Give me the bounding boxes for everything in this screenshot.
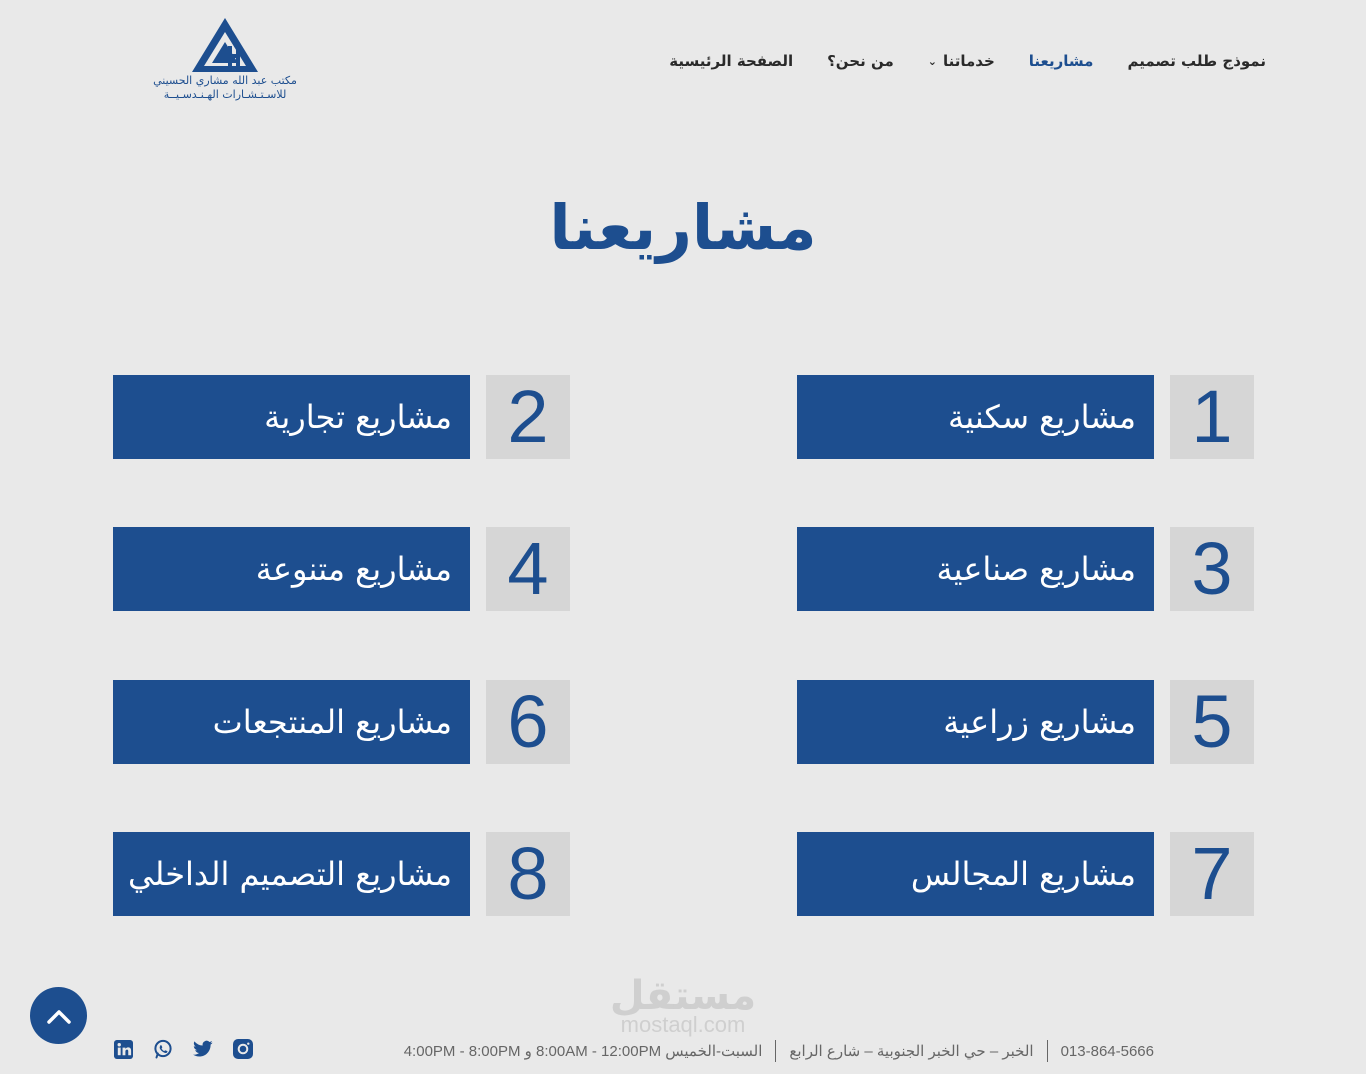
- card-label: مشاريع التصميم الداخلي: [113, 832, 470, 916]
- main-nav: [669, 52, 1266, 70]
- watermark: [598, 972, 768, 1036]
- instagram-icon[interactable]: [233, 1039, 253, 1059]
- footer-divider: [775, 1040, 776, 1062]
- card-label: مشاريع المجالس: [797, 832, 1154, 916]
- chevron-up-icon: [46, 1007, 72, 1025]
- footer-phone: 013-864-5666: [1060, 1042, 1154, 1060]
- nav-home-label: الصفحة الرئيسية: [669, 52, 794, 70]
- project-card-resorts[interactable]: [113, 680, 570, 764]
- project-card-commercial[interactable]: [113, 375, 570, 459]
- whatsapp-icon[interactable]: [153, 1039, 173, 1059]
- watermark-text: مستقل: [609, 973, 757, 1019]
- project-card-miscellaneous[interactable]: [113, 527, 570, 611]
- card-number: 3: [1170, 527, 1254, 611]
- project-card-majlis[interactable]: [797, 832, 1254, 916]
- nav-design-request[interactable]: [1127, 52, 1266, 70]
- logo[interactable]: [140, 16, 310, 112]
- logo-mark-icon: [190, 16, 260, 74]
- card-label: مشاريع صناعية: [797, 527, 1154, 611]
- card-number: 5: [1170, 680, 1254, 764]
- watermark-url: mostaql.com: [620, 1012, 746, 1037]
- card-label: مشاريع متنوعة: [113, 527, 470, 611]
- social-links: [113, 1039, 253, 1059]
- footer-address: الخبر – حي الخبر الجنوبية – شارع الرابع: [789, 1043, 1034, 1060]
- project-card-industrial[interactable]: [797, 527, 1254, 611]
- card-number: 2: [486, 375, 570, 459]
- logo-text-line2: للاسـتـشـارات الهـنـدسـيــة: [163, 88, 287, 101]
- nav-home[interactable]: [669, 52, 793, 70]
- project-card-residential[interactable]: [797, 375, 1254, 459]
- nav-about-label: من نحن؟: [827, 52, 894, 70]
- nav-projects-label: مشاريعنا: [1028, 52, 1094, 70]
- nav-services[interactable]: [928, 52, 995, 70]
- nav-services-label: خدماتنا: [942, 52, 995, 70]
- nav-projects[interactable]: [1029, 52, 1094, 70]
- footer-info: [404, 1040, 1154, 1062]
- project-card-agricultural[interactable]: [797, 680, 1254, 764]
- linkedin-icon[interactable]: [113, 1039, 133, 1059]
- chevron-down-icon: ⌄: [927, 54, 937, 68]
- card-label: مشاريع سكنية: [797, 375, 1154, 459]
- nav-about[interactable]: [827, 52, 894, 70]
- card-label: مشاريع المنتجعات: [113, 680, 470, 764]
- footer-hours: السبت-الخميس 8:00AM - 12:00PM و 4:00PM - 8:00PM: [403, 1043, 763, 1060]
- card-number: 4: [486, 527, 570, 611]
- card-number: 8: [486, 832, 570, 916]
- card-number: 1: [1170, 375, 1254, 459]
- footer-divider: [1047, 1040, 1048, 1062]
- page-title: مشاريعنا: [549, 191, 817, 264]
- logo-text-line1: مكتب عبد الله مشاري الحسيني: [153, 74, 297, 87]
- card-number: 6: [486, 680, 570, 764]
- card-label: مشاريع زراعية: [797, 680, 1154, 764]
- twitter-icon[interactable]: [193, 1039, 213, 1059]
- nav-design-request-label: نموذج طلب تصميم: [1127, 52, 1266, 70]
- card-label: مشاريع تجارية: [113, 375, 470, 459]
- project-card-interior-design[interactable]: [113, 832, 570, 916]
- back-to-top-button[interactable]: [30, 987, 87, 1044]
- card-number: 7: [1170, 832, 1254, 916]
